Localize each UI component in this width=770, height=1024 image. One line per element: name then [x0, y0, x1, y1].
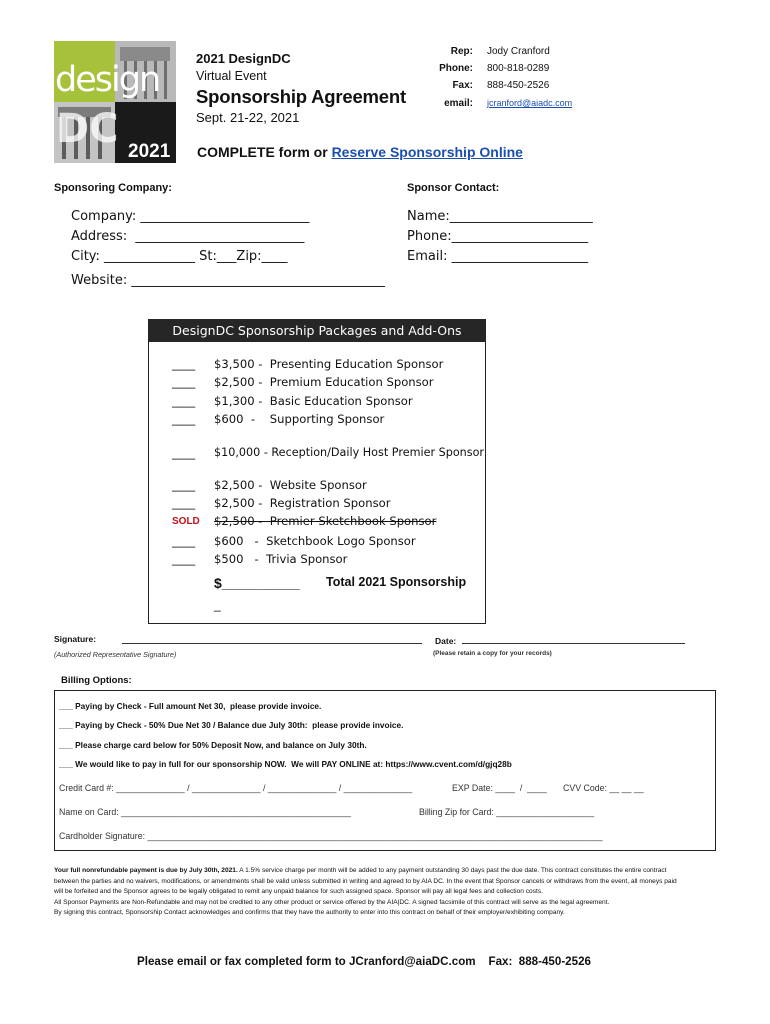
- package-item: $1,300 - Basic Education Sponsor: [214, 394, 413, 408]
- package-blank[interactable]: ____: [172, 357, 196, 371]
- sponsor-contact-label: Sponsor Contact:: [407, 182, 500, 194]
- package-blank[interactable]: ____: [172, 534, 196, 548]
- fax-value: 888-450-2526: [487, 80, 550, 91]
- event-type: Virtual Event: [196, 69, 267, 83]
- name-on-card-field[interactable]: Name on Card: _______________________________________________: [59, 807, 352, 817]
- package-blank[interactable]: ____: [172, 375, 196, 389]
- total-tail: _: [214, 598, 221, 612]
- city-state-zip-field[interactable]: City: ______________ St:___Zip:____: [71, 249, 288, 264]
- complete-instruction: [197, 144, 523, 160]
- package-blank[interactable]: ____: [172, 496, 196, 510]
- terms-paragraph-3: By signing this contract, Sponsorship Contact acknowledges and confirms that they have the authority to enter into this contract on behalf of their employer/exhibiting company.: [54, 909, 565, 917]
- terms-paragraph-1: [54, 866, 684, 898]
- package-item: $2,500 - Registration Sponsor: [214, 496, 391, 510]
- phone-label: Phone:: [439, 63, 473, 74]
- billing-option[interactable]: ___ Please charge card below for 50% Deposit Now, and balance on July 30th.: [59, 740, 367, 750]
- cardholder-signature-field[interactable]: Cardholder Signature: _____________________________________________________________________________________________: [59, 831, 603, 841]
- billing-box: [54, 690, 716, 851]
- rep-email-link[interactable]: jcranford@aiadc.com: [487, 98, 573, 108]
- signature-line[interactable]: [122, 643, 422, 644]
- signature-label: Signature:: [54, 634, 97, 644]
- date-label: Date:: [435, 636, 457, 646]
- credit-card-number-field[interactable]: Credit Card #: ______________ / ______________ / ______________ / ______________: [59, 783, 413, 793]
- complete-prefix: COMPLETE form or: [197, 144, 332, 160]
- billing-option[interactable]: ___ Paying by Check - Full amount Net 30, please provide invoice.: [59, 701, 322, 711]
- contact-phone-field[interactable]: Phone:_____________________: [407, 229, 589, 244]
- terms-paragraph-2: All Sponsor Payments are Non-Refundable and may not be credited to any other product or service offered by the AIA|DC. A signed facsimile of this contract will serve as the legal agreement.: [54, 898, 610, 906]
- terms-p1: A 1.5% service charge per month will be added to any payment outstanding 30 days past the due date. This contract constitutes the entire contract between the parties and no waivers, modifications, or amendments shall be valid unless submitted in writing and agreed to by AIA DC. In the event that Sponsor cancels or withdraws from the event, all moneys paid will be forfeited and the Sponsor agrees to be legally obligated to remit any unpaid balance for such assigned space. Sponsor will pay all legal fees and collection costs.: [54, 867, 677, 896]
- reserve-online-link[interactable]: Reserve Sponsorship Online: [331, 144, 523, 160]
- billing-zip-field[interactable]: Billing Zip for Card: ____________________: [419, 807, 595, 817]
- terms-block: [54, 866, 684, 919]
- sold-badge: SOLD: [172, 516, 200, 527]
- logo-word-n: n: [138, 60, 160, 100]
- fax-label: Fax:: [452, 80, 473, 91]
- package-item: $3,500 - Presenting Education Sponsor: [214, 357, 444, 371]
- cvv-field[interactable]: CVV Code: __ __ __: [563, 783, 644, 793]
- package-item-sold: $2,500 - Premier Sketchbook Sponsor: [214, 514, 437, 528]
- package-item: $2,500 - Website Sponsor: [214, 478, 367, 492]
- logo-year: 2021: [128, 141, 171, 162]
- package-item: $500 - Trivia Sponsor: [214, 552, 348, 566]
- package-blank[interactable]: ____: [172, 478, 196, 492]
- package-blank[interactable]: ____: [172, 446, 196, 460]
- footer-instruction: Please email or fax completed form to JCranford@aiaDC.com Fax: 888-450-2526: [137, 955, 591, 968]
- package-blank[interactable]: ____: [172, 412, 196, 426]
- logo-word-dc: DC: [56, 106, 119, 152]
- signature-sub: (Authorized Representative Signature): [54, 650, 177, 659]
- rep-value: Jody Cranford: [487, 46, 550, 57]
- packages-heading: DesignDC Sponsorship Packages and Add-Ons: [148, 319, 486, 342]
- logo-word-design: desig: [55, 60, 139, 100]
- package-blank[interactable]: ____: [172, 394, 196, 408]
- total-label: Total 2021 Sponsorship: [326, 575, 467, 589]
- billing-options-label: Billing Options:: [61, 675, 132, 686]
- package-item: $600 - Sketchbook Logo Sponsor: [214, 534, 416, 548]
- total-field[interactable]: $__________: [214, 575, 300, 591]
- terms-lead: Your full nonrefundable payment is due by July 30th, 2021.: [54, 867, 238, 874]
- package-item: $2,500 - Premium Education Sponsor: [214, 375, 434, 389]
- billing-option[interactable]: ___ Paying by Check - 50% Due Net 30 / Balance due July 30th: please provide invoice.: [59, 720, 404, 730]
- page-title: Sponsorship Agreement: [196, 86, 406, 107]
- email-label: email:: [444, 98, 473, 109]
- date-sub: (Please retain a copy for your records): [433, 650, 552, 657]
- billing-option[interactable]: ___ We would like to pay in full for our sponsorship NOW. We will PAY ONLINE at: https://www.cvent.com/d/gjq28b: [59, 759, 512, 769]
- company-field[interactable]: Company: __________________________: [71, 209, 310, 224]
- package-blank[interactable]: ____: [172, 552, 196, 566]
- event-dates: Sept. 21-22, 2021: [196, 110, 300, 125]
- contact-name-field[interactable]: Name:______________________: [407, 209, 593, 224]
- designdc-logo: [54, 41, 176, 163]
- date-line[interactable]: [462, 643, 685, 644]
- phone-value: 800-818-0289: [487, 63, 550, 74]
- sponsoring-company-label: Sponsoring Company:: [54, 182, 172, 194]
- address-field[interactable]: Address: __________________________: [71, 229, 305, 244]
- contact-email-field[interactable]: Email: _____________________: [407, 249, 589, 264]
- rep-label: Rep:: [450, 46, 473, 57]
- package-item: $10,000 - Reception/Daily Host Premier Sponsor: [214, 446, 485, 459]
- exp-date-field[interactable]: EXP Date: ____ / ____: [452, 783, 547, 793]
- website-field[interactable]: Website: _______________________________________: [71, 273, 385, 288]
- package-item: $600 - Supporting Sponsor: [214, 412, 385, 426]
- event-name: 2021 DesignDC: [196, 51, 291, 66]
